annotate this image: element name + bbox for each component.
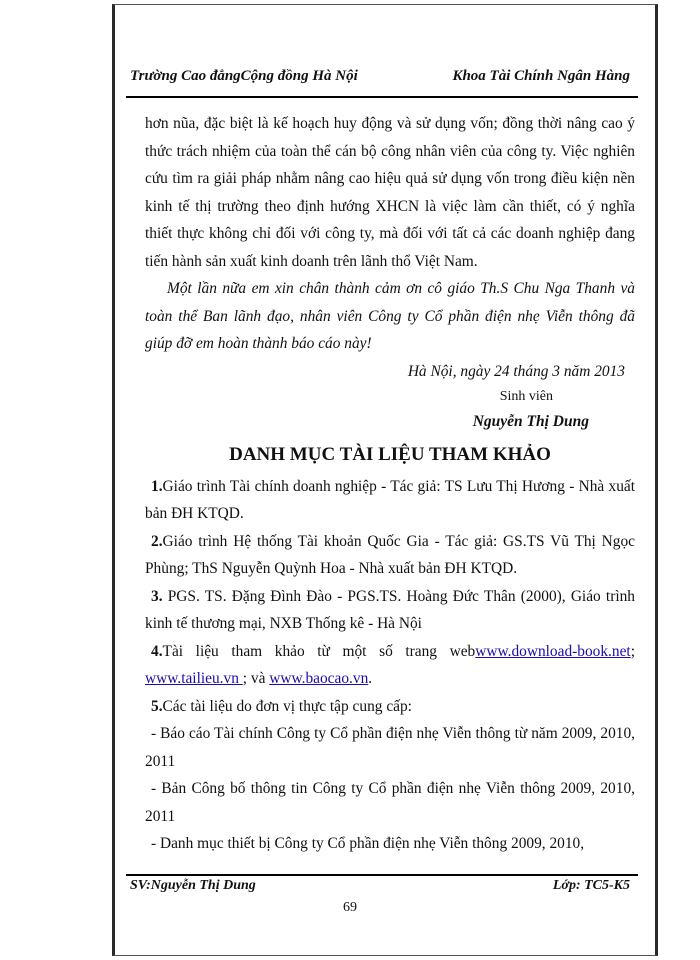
- link-download-book[interactable]: www.download-book.net: [475, 642, 631, 660]
- reference-item: 5.Các tài liệu do đơn vị thực tập cung cấp:: [151, 697, 412, 715]
- signer-name: Nguyễn Thị Dung: [472, 412, 589, 430]
- reference-item: 1.Giáo trình Tài chính doanh nghiệp - Tác giả: TS Lưu Thị Hương - Nhà xuất bản ĐH KTQD.: [145, 477, 635, 522]
- header-school: Trường Cao đẳngCộng đồng Hà Nội: [130, 68, 358, 84]
- references-list: [145, 473, 635, 858]
- header-divider: [126, 96, 638, 98]
- reference-sub-item: - Bản Công bố thông tin Công ty Cổ phần điện nhẹ Viễn thông 2009, 2010, 2011: [145, 780, 635, 825]
- reference-item: 3. PGS. TS. Đặng Đình Đào - PGS.TS. Hoàng Đức Thân (2000), Giáo trình kinh tế thương mại, NXB Thống kê - Hà Nội: [145, 587, 635, 632]
- footer-student: SV:Nguyễn Thị Dung: [130, 878, 256, 893]
- conclusion-paragraph: hơn nũa, đặc biệt là kế hoạch huy động và sử dụng vốn; đồng thời nâng cao ý thức trách nhiệm của toàn thể cán bộ công nhân viên của công ty. Việc nghiên cứu tìm ra giải pháp nhằm nâng cao hiệu quả sử dụng vốn trong điều kiện nền kinh tế thị trường theo định hướng XHCN là việc làm cần thiết, có ý nghĩa thiết thực không chỉ đối với công ty, mà đối với tất cả các doanh nghiệp đang tiến hành sản xuất kinh doanh trên lãnh thổ Việt Nam.: [145, 115, 635, 270]
- references-title: DANH MỤC TÀI LIỆU THAM KHẢO: [229, 443, 551, 465]
- reference-sub-item: - Danh mục thiết bị Công ty Cổ phần điện nhẹ Viễn thông 2009, 2010,: [151, 835, 585, 852]
- header-faculty: Khoa Tài Chính Ngân Hàng: [452, 68, 630, 84]
- footer-divider: [126, 874, 638, 876]
- footer-class: Lớp: TC5-K5: [552, 878, 630, 893]
- thanks-paragraph: Một lần nữa em xin chân thành cảm ơn cô giáo Th.S Chu Nga Thanh và toàn thể Ban lãnh đạo, nhân viên Công ty Cổ phần điện nhẹ Viễn thông đã giúp đỡ em hoàn thành báo cáo này!: [145, 280, 635, 352]
- reference-item: 2.Giáo trình Hệ thống Tài khoản Quốc Gia - Tác giả: GS.TS Vũ Thị Ngọc Phùng; ThS Nguyễn Quỳnh Hoa - Nhà xuất bản ĐH KTQD.: [145, 532, 635, 577]
- link-tailieu[interactable]: www.tailieu.vn: [145, 670, 243, 687]
- signer-role: Sinh viên: [499, 388, 553, 404]
- signing-date: Hà Nội, ngày 24 tháng 3 năm 2013: [407, 362, 625, 380]
- document-body: [145, 110, 635, 858]
- link-baocao[interactable]: www.baocao.vn: [269, 670, 369, 687]
- reference-sub-item: - Báo cáo Tài chính Công ty Cổ phần điện nhẹ Viễn thông từ năm 2009, 2010, 2011: [145, 725, 635, 770]
- page-number: 69: [343, 900, 357, 915]
- page-footer: [130, 878, 630, 894]
- page-header: [130, 68, 630, 94]
- reference-item: 4.Tài liệu tham khảo từ một số trang webwww.download-book.net; www.tailieu.vn ; và www.baocao.vn.: [145, 642, 635, 687]
